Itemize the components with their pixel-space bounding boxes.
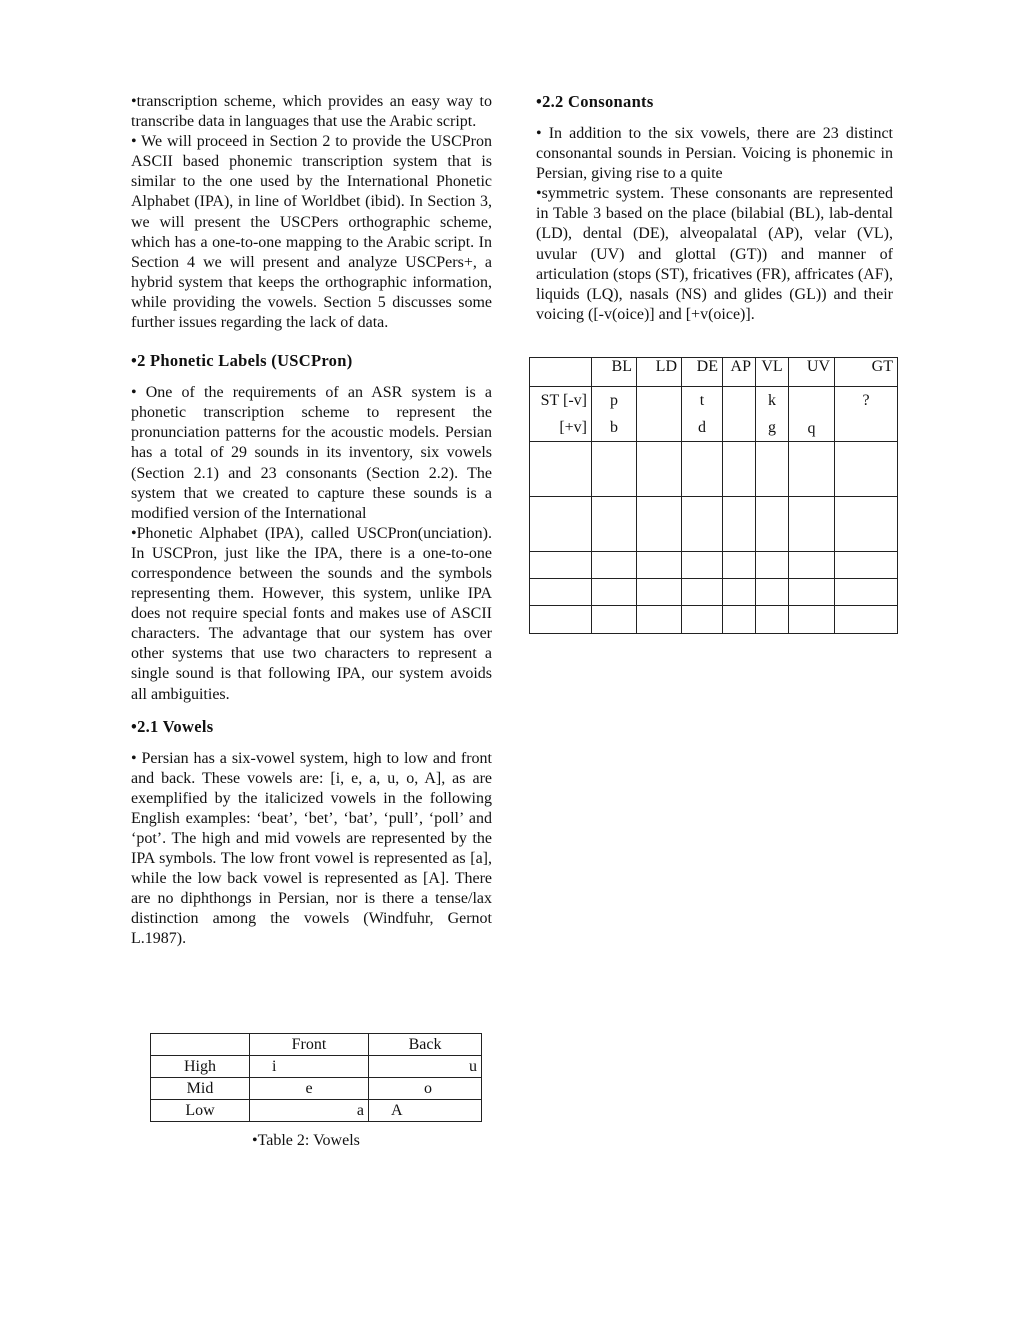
table-header-cell: Front	[250, 1034, 369, 1056]
table-header-row	[530, 358, 898, 387]
table-cell	[835, 387, 898, 442]
table-row	[530, 606, 898, 634]
right-column	[536, 92, 893, 325]
table-cell: u	[369, 1056, 482, 1078]
table-cell	[592, 387, 637, 442]
section-heading-phonetic-labels: •2 Phonetic Labels (USCPron)	[131, 351, 353, 371]
vowel-table	[150, 1033, 482, 1122]
table-cell	[789, 387, 835, 442]
table-cell: a	[250, 1100, 369, 1122]
table-cell	[756, 387, 789, 442]
table-header-cell: BL	[592, 358, 637, 387]
table-cell: o	[369, 1078, 482, 1100]
table-header-cell: UV	[789, 358, 835, 387]
consonant-table	[529, 357, 898, 634]
table-cell	[151, 1034, 250, 1056]
table-header-cell: LD	[637, 358, 682, 387]
row-label-st-minus: ST [-v]	[540, 392, 587, 409]
table-row	[530, 579, 898, 606]
cell-value: d	[698, 419, 706, 436]
table-row	[530, 497, 898, 552]
table-row-stops	[530, 387, 898, 442]
table-row	[151, 1078, 482, 1100]
paragraph: •Phonetic Alphabet (IPA), called USCPron(unciation). In USCPron, just like the IPA, there is a one-to-one correspondence between the sounds and the symbols representing them. However, this system, unlike IPA does not require special fonts and makes use of ASCII characters. The advantage that our system has over other systems that use two characters to represent a single sound is that following IPA, our system avoids all ambiguities.	[131, 524, 492, 703]
table-header-row	[151, 1034, 482, 1056]
table-caption: •Table 2: Vowels	[252, 1132, 360, 1149]
section-heading-vowels: •2.1 Vowels	[131, 716, 214, 736]
table-cell: i	[250, 1056, 369, 1078]
table-row	[151, 1100, 482, 1122]
left-column	[131, 92, 492, 950]
table-cell: e	[250, 1078, 369, 1100]
table-header-cell: AP	[723, 358, 756, 387]
table-row	[530, 442, 898, 497]
cell-value: ?	[862, 392, 870, 409]
table-row	[530, 552, 898, 579]
table-header-cell: VL	[756, 358, 789, 387]
cell-value: b	[610, 419, 618, 436]
row-label: Low	[151, 1100, 250, 1122]
table-header-cell: GT	[835, 358, 898, 387]
paragraph: •symmetric system. These consonants are represented in Table 3 based on the place (bilabial (BL), lab-dental (LD), dental (DE), alveopalatal (AP), velar (VL), uvular (UV) and glottal (GT)) and manner of articulation (stops (ST), fricatives (FR), affricates (AF), liquids (LQ), nasals (NS) and glides (GL)) and their voicing ([-v(oice)] and [+v(oice)].	[536, 185, 893, 323]
paragraph: •transcription scheme, which provides an easy way to transcribe data in languages that use the Arabic script.	[131, 93, 492, 131]
cell-value: q	[807, 420, 816, 437]
row-label	[530, 387, 592, 442]
cell-value: k	[768, 392, 776, 409]
table-cell: A	[369, 1100, 482, 1122]
table-row	[151, 1056, 482, 1078]
row-label: Mid	[151, 1078, 250, 1100]
row-label-st-plus: [+v]	[559, 419, 587, 436]
table-cell	[682, 387, 723, 442]
cell-value: p	[610, 392, 618, 409]
table-header-cell: Back	[369, 1034, 482, 1056]
cell-value: t	[699, 392, 705, 409]
cell-value: g	[768, 419, 776, 436]
paragraph: • In addition to the six vowels, there are 23 distinct consonantal sounds in Persian. Voicing is phonemic in Persian, giving rise to a quite	[536, 125, 893, 183]
row-label: High	[151, 1056, 250, 1078]
table-cell	[723, 387, 756, 442]
paragraph: • One of the requirements of an ASR system is a phonetic transcription scheme to represent the pronunciation patterns for the acoustic models. Persian has a total of 29 sounds in its inventory, six vowels (Section 2.1) and 23 consonants (Section 2.2). The system that we created to capture these sounds is a modified version of the International	[131, 384, 492, 522]
table-header-cell: DE	[682, 358, 723, 387]
paragraph: • Persian has a six-vowel system, high to low and front and back. These vowels are: [i, e, a, u, o, A], as are exemplified by the italicized vowels in the following English examples: ‘beat’, ‘bet’, ‘bat’, ‘pull’, ‘poll’ and ‘pot’. The high and mid vowels are represented by the IPA symbols. The low front vowel is represented as [a], while the low back vowel is represented as [A]. There are no diphthongs in Persian, nor is there a tense/lax distinction among the vowels (Windfuhr, Gernot L.1987).	[131, 749, 492, 948]
section-heading-consonants: •2.2 Consonants	[536, 92, 654, 111]
table-cell	[530, 358, 592, 387]
table-cell	[637, 387, 682, 442]
paragraph: • We will proceed in Section 2 to provide the USCPron ASCII based phonemic transcription system that is similar to the one used by the International Phonetic Alphabet (IPA), in line of Worldbet (ibid). In Section 3, we will present the USCPers orthographic scheme, which has a one-to-one mapping to the Arabic script. In Section 4 we will present and analyze USCPers+, a hybrid system that keeps the orthographic information, while providing the vowels. Section 5 discusses some further issues regarding the lack of data.	[131, 133, 492, 332]
